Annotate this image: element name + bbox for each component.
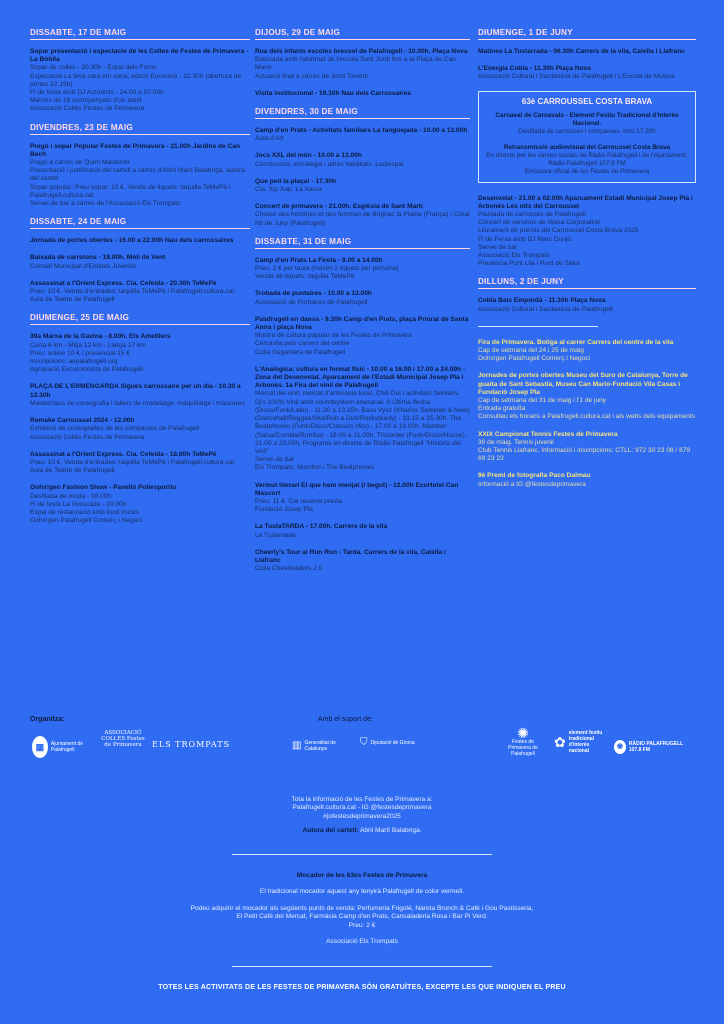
event-detail: Sopar de colles - 20.30h - Espai dels Forns — [30, 64, 157, 72]
event-detail: Concert de versions de Wasa Corporation — [478, 219, 601, 227]
event-item — [30, 484, 250, 525]
event-detail: Oohx!gen Palafrugell Comerç i Negoci — [478, 355, 591, 363]
event-detail: Venda de tiquets: taquilla TeMePè — [255, 273, 355, 281]
radio-icon: ◉ — [614, 740, 626, 754]
event-detail: Associació de Puntaires de Palafrugell — [255, 298, 368, 306]
event-detail: Preu: 10 €. Venda d'entrades: taquilla TeMePè i Palafrugell.cultura.cat — [30, 288, 235, 296]
event-detail: Informació a IG @festesdeprimavera — [478, 480, 586, 488]
event-item — [478, 372, 696, 421]
event-title: Visita institucional - 19.30h Nau dels Carrossaires — [255, 89, 411, 97]
day-heading: DISSABTE, 17 DE MAIG — [30, 28, 250, 40]
event-detail: Fi de festa La Grescada - 20.00h — [30, 500, 127, 508]
ajuntament-logo[interactable] — [32, 736, 92, 758]
info-line: Palafrugell.cultura.cat - IG @festesdeprimavera — [292, 804, 432, 812]
event-detail: Choeur des hommes et des femmes de Brignac la Plaine (França) / Coral Nit de Juny (Palafrugell) — [255, 211, 470, 227]
event-detail: Associació Cultural i Sardanista de Palafrugell — [478, 305, 613, 313]
event-item — [255, 203, 470, 228]
event-detail: Preu: 11 €. Cal reserva prèvia — [255, 497, 343, 505]
event-detail: Els Trompats, Mambo! i The Beatphones — [255, 464, 375, 472]
event-detail: Club Tennis Llafranc. Informació i inscripcions: CTLL: 972 30 23 08 / 679 69 23 23 — [478, 447, 691, 463]
autora-line — [0, 827, 724, 835]
event-title: 9è Premi de fotografia Paco Dalmau — [478, 472, 591, 480]
event-item — [30, 143, 250, 209]
event-title: 39a Marxa de la Gavina - 8.00h. Els Ametllers — [30, 333, 171, 341]
event-detail: Consell Municipal d'Entitats Juvenils — [30, 262, 137, 270]
event-item — [30, 237, 250, 245]
event-title: L'Analògica: cultura en format físic - 10.00 a 16.00 i 17.00 a 24.00h - Zona del Desenvelat. Aparcament de l'Estadi Municipal Josep Pla i Arbonès. 1a Fira del vinil de Palafrugell — [255, 365, 466, 390]
event-detail: Aula de Teatre de Palafrugell — [30, 467, 115, 475]
event-title: Camp d'en Prats - Activitats familiars La fanguejada - 10.00 a 13.00h — [255, 127, 468, 135]
day-events — [30, 237, 250, 304]
event-title: Jocs XXL del món - 10.00 a 13.00h — [255, 152, 362, 160]
event-title: Palafrugell en dansa - 9.30h Camp d'en Prats, plaça Priorat de Santa Anna i plaça Nova — [255, 315, 469, 332]
event-item — [478, 65, 696, 81]
event-detail: Mostra de cultura popular de les Festes de Primavera — [255, 332, 412, 340]
event-detail: Aula de Teatre de Palafrugell — [30, 296, 115, 304]
event-title: Que petí la plaça! - 17.30h — [255, 177, 336, 185]
event-item — [255, 178, 470, 194]
day-events — [478, 48, 696, 82]
mocador-line: El tradicional mocador aquest any tenyirà Palafrugell de color vermell. — [259, 888, 465, 896]
event-detail: Masterclass de coreografia i tallers de modelatge, maquillatge i màscares — [30, 399, 245, 407]
mocador-org: Associació Els Trompats — [326, 938, 398, 946]
event-detail: Actuació final a càrrec de Jordi Tonietti — [255, 72, 368, 80]
day-events — [255, 48, 470, 98]
event-detail: Espai de restauració amb food trucks — [30, 508, 139, 516]
event-detail: Construcció, estratègia i altres habilitats. Ludiespai — [255, 160, 404, 168]
event-detail: Preu: online 10 € / presencial 15 € — [30, 349, 131, 357]
event-item — [478, 339, 696, 364]
event-item — [255, 152, 470, 168]
event-detail: Associació Els Trompats — [478, 252, 550, 260]
event-detail: Associació Cultural i Sardanista de Palafrugell i L'Escola de Música — [478, 73, 675, 81]
event-title: Remake Carroussel 2024 - 12.00h — [30, 417, 135, 425]
day-heading: DIJOUS, 29 DE MAIG — [255, 28, 470, 40]
diputacio-logo[interactable] — [360, 737, 440, 748]
event-title: Concert de primavera - 21.00h. Església de Sant Martí — [255, 203, 423, 211]
event-detail: Associació Colles Festes de Primavera — [30, 433, 145, 441]
event-item — [30, 48, 250, 114]
event-item — [478, 48, 696, 56]
day-events — [255, 257, 470, 574]
carroussel-box — [478, 91, 696, 183]
logo-text: Ajuntament de Palafrugell — [50, 741, 84, 753]
event-title: Jornades de portes obertes Museu del Suro de Catalunya, Torre de guaita de Sant Sebastià, Museu Can Mario-Fundació Vila Casas i Fundació Josep Pla — [478, 372, 688, 396]
box-bold: Retransmissió audiovisual del Carroussel Costa Brava — [503, 143, 671, 151]
column-middle — [255, 28, 470, 582]
suport-label: Amb el suport de: — [318, 716, 373, 723]
logo-text: ASSOCIACIÓ COLLES Festes de Primavera — [101, 730, 145, 748]
event-title: Sopar presentació i espectacle de les Colles de Festes de Primavera - La Bòbila — [30, 48, 249, 64]
event-detail: Servei de bar — [478, 243, 518, 251]
event-item — [255, 257, 470, 282]
event-detail: Cercavila pels carrers del centre — [255, 340, 350, 348]
event-detail: Inscripcions: aepalafrugell.org — [30, 358, 118, 366]
logo-text: RÀDIO PALAFRUGELL 107.8 FM — [628, 741, 684, 753]
event-detail: Cap de setmana del 24 i 25 de maig — [478, 347, 584, 355]
event-title: Matines La Tustarrada - 06.30h Carrers de la vila, Calella i Llafranc — [478, 48, 685, 55]
mocador-line: El Petit Cafè del Mercat, Farmàcia Camp d'en Prats, Cansaladeria Rosa i Bar Pi Verd. — [236, 913, 488, 921]
event-title: Camp d'en Prats La Fireta - 9.00 a 14.00h — [255, 256, 383, 264]
event-item — [478, 297, 696, 313]
logo-text: Generalitat de Catalunya — [304, 740, 336, 752]
event-item — [30, 280, 250, 305]
element-icon: ✿ — [554, 734, 566, 750]
event-item — [30, 333, 250, 374]
event-item — [255, 90, 470, 98]
day-events — [478, 195, 696, 269]
day-heading: DIVENDRES, 23 DE MAIG — [30, 123, 250, 135]
organitza-label: Organitza: — [30, 716, 65, 723]
event-title: Desenvelat - 21.00 a 02.00h Aparcament Estadi Municipal Josep Pla i Arbonès Les nits del Carroussel — [478, 194, 693, 210]
event-detail: Fi de festa amb DJ Arzonists - 24.00 a 02.00h — [30, 89, 164, 97]
event-title: Jornada de portes obertes - 16.00 a 22.00h Nau dels carrossaires — [30, 237, 234, 245]
event-item — [478, 195, 696, 269]
event-detail: 30 de maig. Tennis juvenil — [478, 438, 554, 446]
event-detail: Preu: 2 € per taula (màxim 2 tiquets per persona) — [255, 265, 399, 273]
event-detail: Fundació Josep Pla — [255, 506, 313, 514]
event-detail: Consulteu els horaris a Palafrugell.cultura.cat i als webs dels equipaments — [478, 413, 695, 421]
event-detail: Entrada gratuïta — [478, 405, 526, 413]
festes-logo[interactable] — [500, 725, 546, 757]
event-title: L'Energia Cobla - 11.30h Plaça Nova — [478, 65, 591, 73]
event-title: Assassinat a l'Orient Express. Cia. Cefeida - 20.30h TeMePè — [30, 279, 217, 287]
event-detail: Exhibició de coreografies de les comparses de Palafrugell — [30, 425, 200, 433]
event-title: Assassinat a l'Orient Express. Cia. Cefeida - 18.00h TeMePè — [30, 450, 217, 458]
event-title: Trobada de puntaires - 10.00 a 13.00h — [255, 290, 372, 298]
event-item — [478, 472, 696, 488]
day-heading: DIVENDRES, 30 DE MAIG — [255, 107, 470, 119]
colles-logo[interactable] — [100, 730, 146, 748]
event-item — [478, 431, 696, 464]
event-title: Fira de Primavera. Botiga al carrer Carrers del centre de la vila — [478, 338, 674, 346]
event-title: Oohx!gen Fashion Show - Pavelló Poliesportiu — [30, 484, 177, 492]
generalitat-logo[interactable] — [292, 740, 352, 752]
event-detail: Fi de Festa amb DJ Marc Dunjó — [478, 235, 572, 243]
day-heading: DISSABTE, 24 DE MAIG — [30, 217, 250, 229]
event-title: PLAÇA DE L'ERMENGARDA Sigues carrossaire per un dia - 10.30 a 13.30h — [30, 383, 241, 399]
trompats-logo[interactable] — [152, 742, 230, 748]
day-heading: DISSABTE, 31 DE MAIG — [255, 237, 470, 249]
event-title: La TustaTARDA - 17.00h. Carrers de la vila — [255, 523, 388, 531]
event-detail: Aula d'Art — [255, 135, 284, 143]
event-detail: Batucada amb l'alumnat de l'escola Sant Jordi fins a la Plaça de Can Mario — [255, 56, 456, 72]
day-heading: DIUMENGE, 25 DE MAIG — [30, 313, 250, 325]
mocador-price: Preu: 2 € — [348, 921, 376, 929]
day-events — [30, 333, 250, 525]
extra-events — [478, 339, 696, 489]
info-line: #jofestesdeprimavera2025 — [323, 812, 401, 820]
event-title: Vermut literari El que hem menjat (i begut) - 12.00h EcoHotel Can Mascort — [255, 481, 459, 497]
event-detail: Agrupació Excursionista de Palafrugell — [30, 366, 143, 374]
box-bold: Carnaval de Carnavals - Element Festiu Tradicional d'Interès Nacional. — [495, 111, 679, 127]
event-item — [30, 383, 250, 408]
event-detail: Associació Colles Festes de Primavera — [30, 105, 145, 113]
event-detail: Desfilada de moda - 18.00h — [30, 492, 112, 500]
event-detail: Presència Punt Lila i Punt de Salut — [478, 260, 580, 268]
day-events — [30, 143, 250, 209]
logo-text: ELS TROMPATS — [152, 740, 231, 749]
autora-label: Autora del cartell: — [302, 827, 359, 835]
event-item — [255, 366, 470, 473]
divider — [478, 326, 598, 327]
day-heading: DILLUNS, 2 DE JUNY — [478, 277, 696, 289]
event-detail: Mercat del vinil, mercat d'artesania local, Chill Out i activitats familiars — [255, 390, 459, 398]
box-line: Desfilada de carrosses i comparses. Inici 17.30h — [518, 127, 656, 135]
event-detail: Espectacle La teva cara em sona, edició Eurovisió - 22.30h (obertura de portes 22.15h) — [30, 72, 242, 88]
mocador-block — [0, 872, 724, 946]
event-detail: Cap de setmana del 31 de maig i l'1 de juny — [478, 397, 607, 405]
event-detail: Colla Gegantera de Palafrugell — [255, 348, 346, 356]
column-right — [478, 28, 696, 498]
event-detail: Colla Cheerleaders 2.0 — [255, 565, 323, 573]
generalitat-icon: ▥ — [292, 740, 302, 751]
event-detail: Preu: 10 €. Venda d'entrades: taquilla TeMePè i Palafrugell.cultura.cat — [30, 458, 235, 466]
event-title: Cobla Baix Empordà - 11.30h Plaça Nova — [478, 297, 606, 305]
event-title: XXIX Campionat Tennis Festes de Primavera — [478, 430, 618, 438]
event-item — [30, 417, 250, 442]
logo-text: Diputació de Girona — [370, 740, 415, 746]
event-detail: Pregó a càrrec de Quim Masferrer — [30, 159, 131, 167]
event-detail: Servei de bar — [255, 456, 295, 464]
event-title: Rua dels infants escoles bressol de Palafrugell - 10.00h. Plaça Nova — [255, 48, 468, 55]
event-item — [255, 549, 470, 574]
element-festiu-logo[interactable] — [554, 730, 610, 754]
day-events — [255, 127, 470, 228]
event-detail: Menors de 18 acompanyats d'un adult — [30, 97, 142, 105]
event-detail: Presentació i justificació del cartell a càrrec d'Abril Martí Balabriga, autora del cartell — [30, 167, 245, 183]
info-block — [0, 796, 724, 836]
carroussel-title: 63è CARROUSSEL COSTA BRAVA — [521, 96, 653, 106]
info-line: Tota la informació de les Festes de Primavera a: — [291, 796, 433, 803]
event-item — [30, 254, 250, 270]
event-title: Baixada de carretons - 18.00h. Molí de Vent — [30, 254, 166, 262]
day-heading: DIUMENGE, 1 DE JUNY — [478, 28, 696, 40]
event-title: Cheerly's Tour al Run Run - Tarda. Carrers de la vila, Calella i Llafranc — [255, 548, 446, 564]
divider — [232, 966, 492, 967]
event-detail: Sopar popular: Preu sopar: 10 €. Venda de tiquets: taquilla TeMePè i Palafrugell.cultura.cat — [30, 183, 231, 199]
event-item — [30, 451, 250, 476]
event-title: Pregó i sopar Popular Festes de Primavera - 21.00h Jardins de Can Bech — [30, 142, 240, 158]
radio-logo[interactable] — [614, 740, 694, 754]
day-events — [30, 48, 250, 114]
sun-icon: ✺ — [517, 725, 529, 741]
ajuntament-icon: ▦ — [32, 736, 48, 758]
diputacio-icon: ⛉ — [360, 737, 368, 748]
event-detail: La Tustarrada — [255, 531, 296, 539]
column-left — [30, 28, 250, 534]
event-detail: Curta 6 km - Mitja 12 km - Llarga 17 km — [30, 341, 146, 349]
event-detail: Cia. Xip Xap. La Xarxa — [255, 186, 322, 194]
box-line: Emissora oficial de les Festes de Primavera — [524, 167, 650, 175]
event-detail: Plantada de carrosses de Palafrugell — [478, 211, 586, 219]
day-events — [478, 297, 696, 313]
event-item — [255, 127, 470, 143]
event-item — [255, 48, 470, 81]
logo-text: element festiu tradicional d'interès nacional — [568, 730, 603, 754]
footer-notice: TOTES LES ACTIVITATS DE LES FESTES DE PRIMAVERA SÓN GRATUÏTES, EXCEPTE LES QUE INDIQUEN EL PREU — [158, 984, 566, 991]
event-item — [255, 316, 470, 357]
mocador-title: Mocador de les 63es Festes de Primavera — [296, 872, 428, 879]
box-line: En directe per les xarxes socials de Ràdio Palafrugell i de l'Ajuntament. Ràdio Palafrugell 107.8 FM — [486, 151, 688, 167]
logo-text: Festes de Primavera de Palafrugell — [508, 739, 538, 757]
event-item — [255, 523, 470, 539]
event-item — [255, 290, 470, 306]
event-detail: Oohx!gen Palafrugell Comerç i Negoci — [30, 517, 143, 525]
divider — [232, 854, 492, 855]
event-item — [255, 482, 470, 515]
event-detail: Servei de bar a càrrec de l'Associació Els Trompats — [30, 200, 181, 208]
autora-name: Abril Martí Balabriga. — [359, 827, 422, 835]
mocador-line: Podeu adquirir el mocador als següents punts de venda: Perfumeria Frigolé, Nareta Brunch & Cafè i Gou Pastisseria, — [190, 904, 534, 912]
event-detail: Lliurament de premis del Carroussel Costa Brava 2025 — [478, 227, 639, 235]
event-detail: Dj's 100% Vinil amb soundsystem artesanal. A Última flecha (Disco/Funk/Latin) - 11.30 a 13.15h. Bass Vyvz (Kharlos Selektah & Noel) (Dancehall/Reggae/Ska/Rub a Dub/Rocksteady) - 13.15 a 15.30h. The Beatphones (Funk/Disco/Classics Hits) - 17.00 a 19.00h. Mambo! (Salsa/Cumbia/Rumba) - 19.00 a 21.00h. Thisorder (Funk/Disco/House) - 21.00 a 23.00h. Programa en directe de Ràdio Palafrugell "Història del vinil" — [255, 398, 470, 455]
